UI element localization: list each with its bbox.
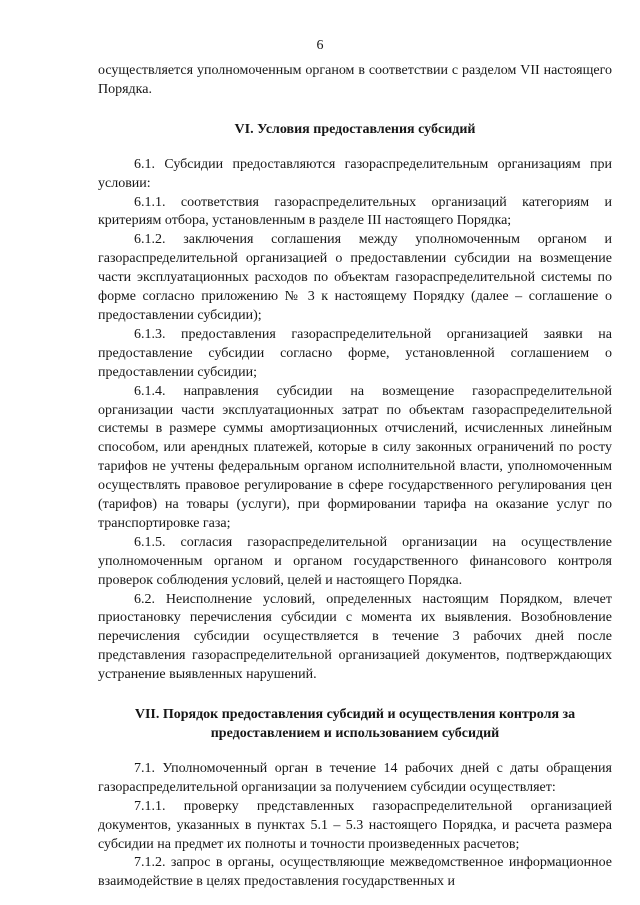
paragraph-6-1-2: 6.1.2. заключения соглашения между уполномоченным органом и газораспределительной организацией о предоставлении субсидии на возмещение части эксплуатационных расходов по объектам газораспределительной системы по форме согласно приложению № 3 к настоящему Порядку (далее – соглашение о предоставлении субсидии); [98,232,612,323]
document-body [98,62,612,892]
paragraph-6-1: 6.1. Субсидии предоставляются газораспределительным организациям при условии: [98,156,612,191]
page-number: 6 [316,38,324,53]
paragraph-continuation: осуществляется уполномоченным органом в соответствии с разделом VII настоящего Порядка. [98,63,612,97]
section-heading-vi: VI. Условия предоставления субсидий [234,121,476,137]
paragraph-7-1-2: 7.1.2. запрос в органы, осуществляющие межведомственное информационное взаимодействие в целях предоставления государственных и [98,855,612,890]
section-heading-vii: VII. Порядок предоставления субсидий и осуществления контроля за предоставлением и использованием субсидий [134,707,576,741]
paragraph-6-2: 6.2. Неисполнение условий, определенных настоящим Порядком, влечет приостановку перечисления субсидии с момента их выявления. Возобновление перечисления субсидии осуществляется в течение 3 рабочих дней после представления газораспределительной организацией документов, подтверждающих устранение выявленных нарушений. [98,591,612,683]
paragraph-6-1-4: 6.1.4. направления субсидии на возмещение газораспределительной организации части эксплуатационных затрат по объектам газораспределительной системы в размере суммы амортизационных отчислений, исчисленных линейным способом, или арендных платежей, которые в силу законных ограничений по росту тарифов не учтены федеральным органом исполнительной власти, уполномоченным осуществлять правовое регулирование в сфере государственного регулирования цен (тарифов) на товары (услуги), при формировании тарифа на оказание услуг по транспортировке газа; [98,383,612,531]
paragraph-6-1-3: 6.1.3. предоставления газораспределительной организацией заявки на предоставление субсидии согласно форме, установленной соглашением о предоставлении субсидии; [98,326,612,380]
paragraph-7-1: 7.1. Уполномоченный орган в течение 14 рабочих дней с даты обращения газораспределительной организации за получением субсидии осуществляет: [98,760,612,795]
paragraph-6-1-5: 6.1.5. согласия газораспределительной организации на осуществление уполномоченным органом и органом государственного финансового контроля проверок соблюдения условий, целей и настоящего Порядка. [98,534,612,588]
paragraph-6-1-1: 6.1.1. соответствия газораспределительных организаций категориям и критериям отбора, установленным в разделе III настоящего Порядка; [98,194,612,229]
paragraph-7-1-1: 7.1.1. проверку представленных газораспределительной организацией документов, указанных в пунктах 5.1 – 5.3 настоящего Порядка, и расчета размера субсидии на предмет их полноты и точности произведенных расчетов; [98,798,612,852]
